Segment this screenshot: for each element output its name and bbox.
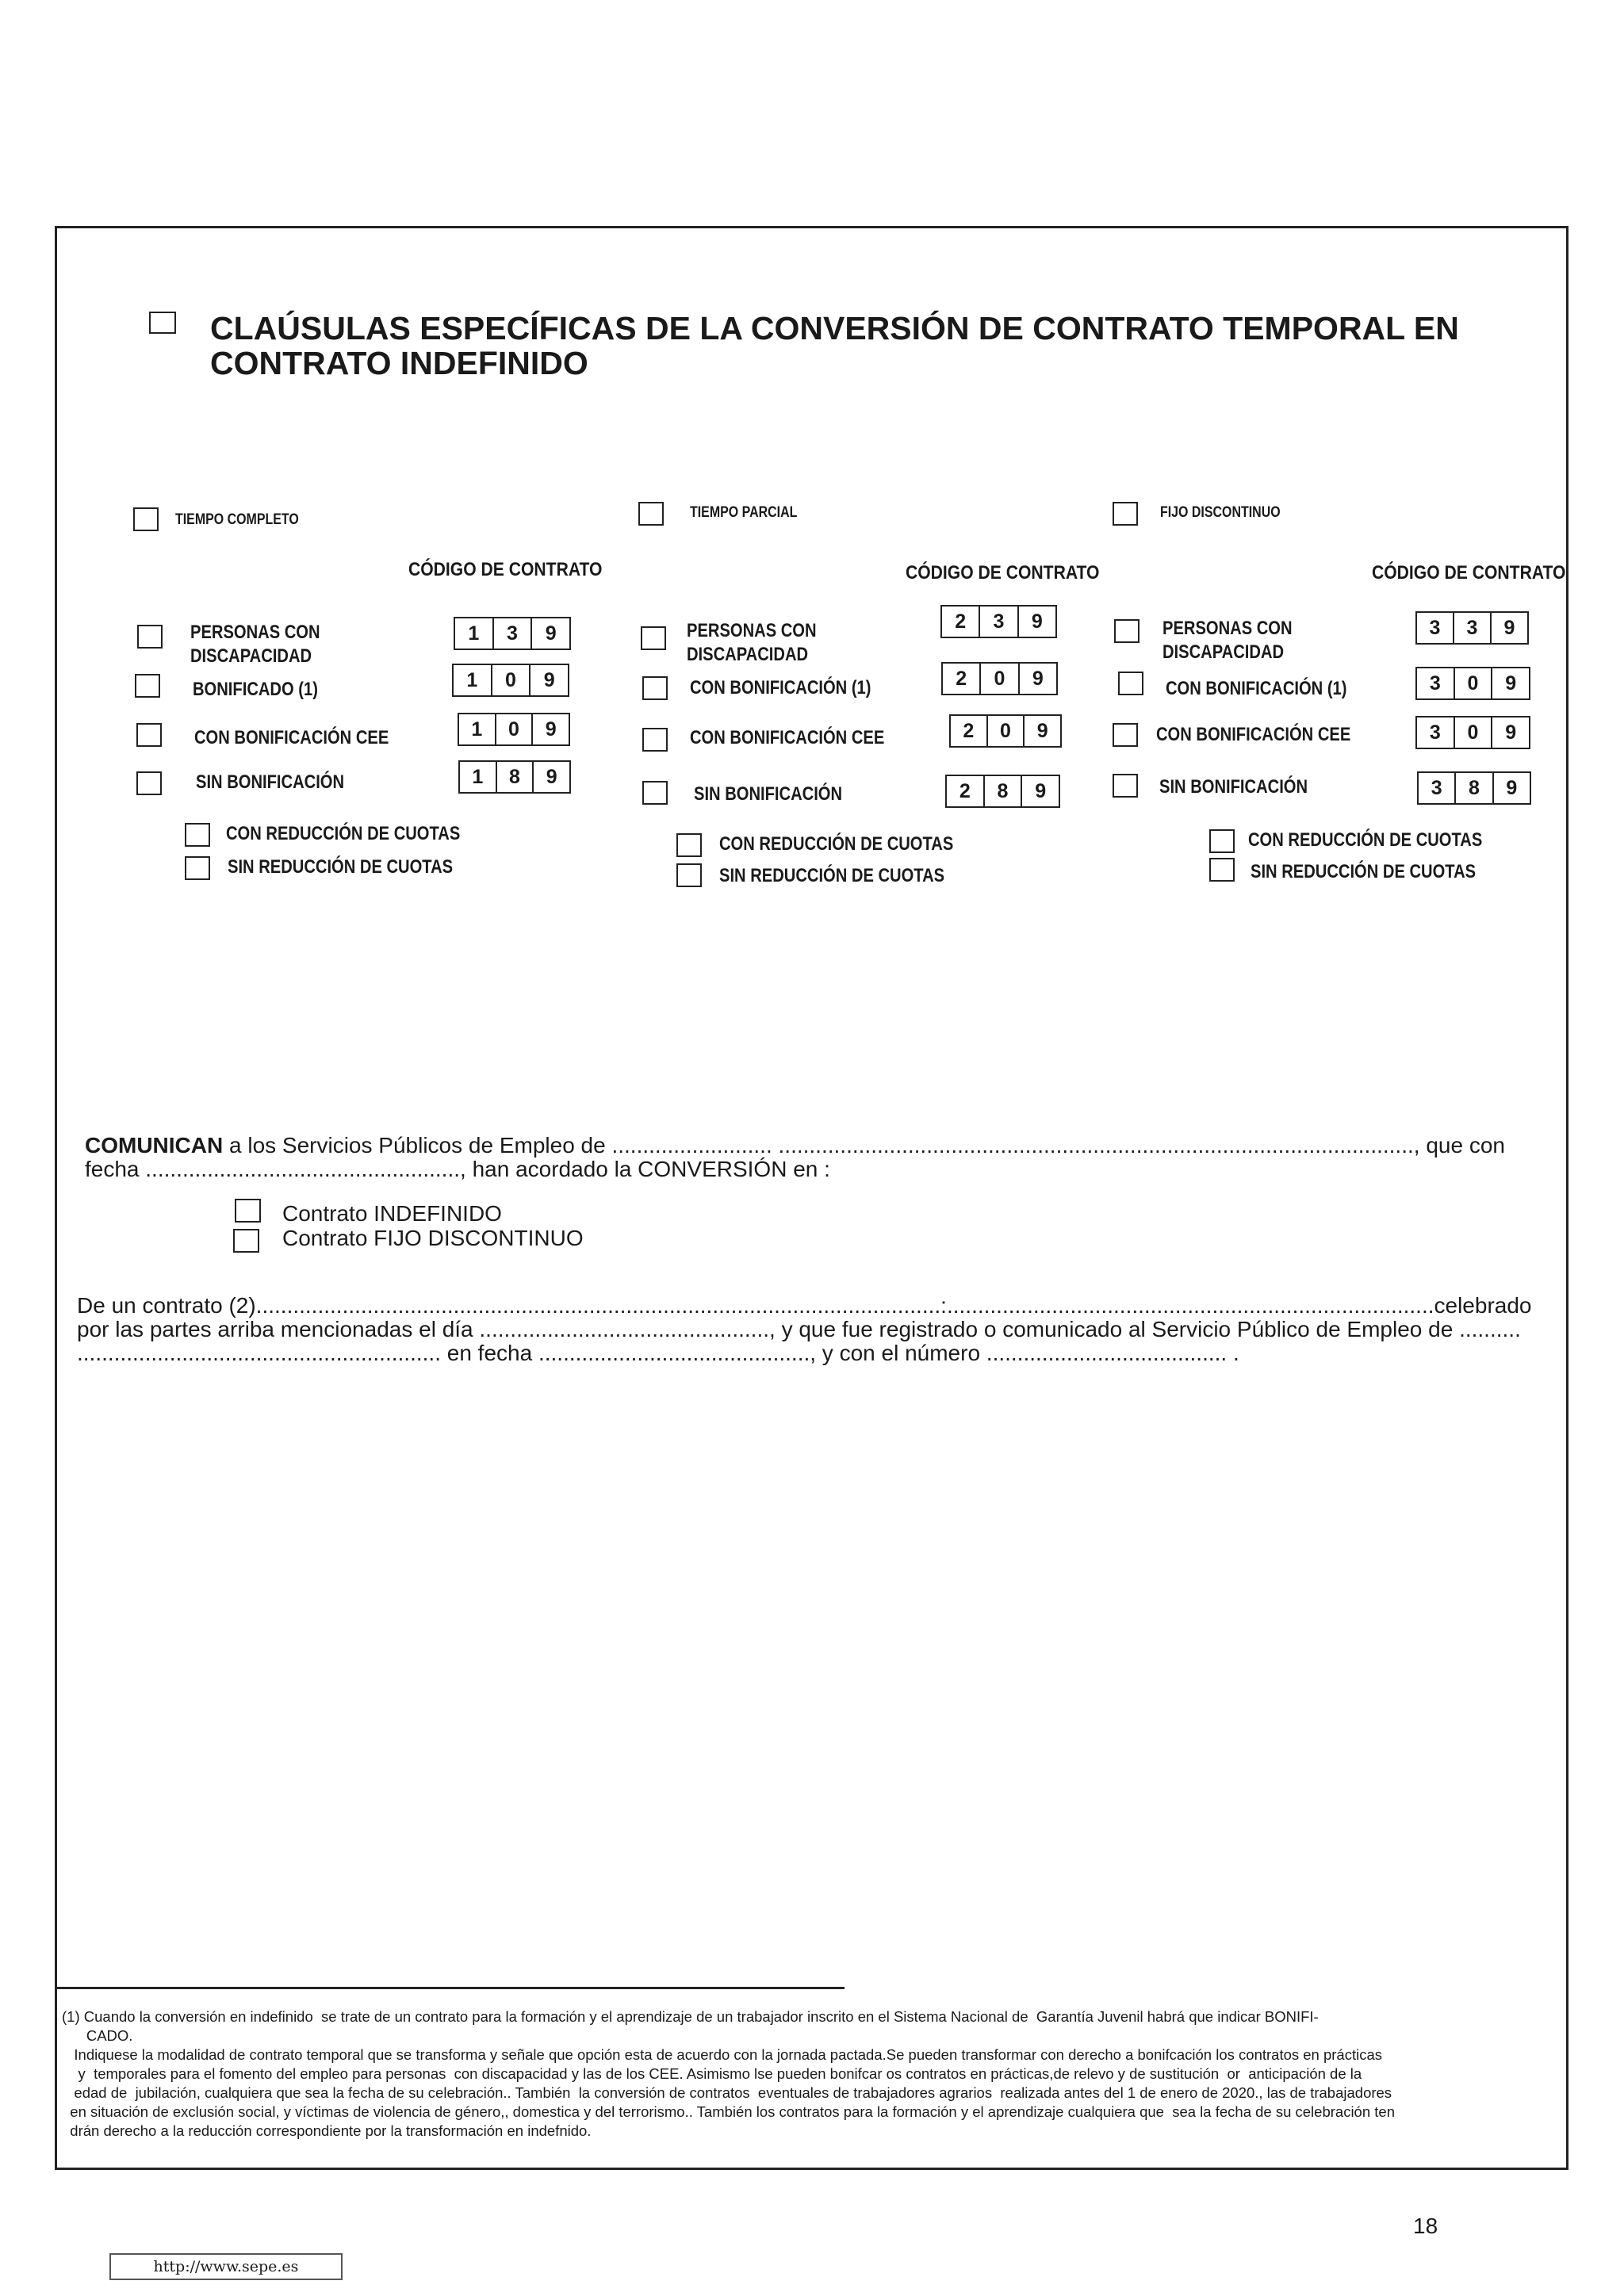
- url-link[interactable]: http://www.sepe.es: [153, 2258, 299, 2275]
- code-digit: 9: [530, 618, 569, 649]
- tiempo-parcial-checkbox[interactable]: [638, 502, 664, 526]
- c3-code-sin-bonif: [1417, 771, 1531, 805]
- code-digit: 2: [955, 610, 967, 633]
- title-checkbox[interactable]: [149, 312, 176, 334]
- c1-sin-bonif-label: SIN BONIFICACIÓN: [196, 771, 345, 793]
- c3-sin-reduccion-label: SIN REDUCCIÓN DE CUOTAS: [1251, 861, 1477, 882]
- c2-discapacidad-label: PERSONAS CON: [687, 620, 817, 641]
- code-digit: 2: [959, 779, 971, 802]
- contrato-indefinido-checkbox[interactable]: [235, 1199, 261, 1223]
- footnote-line: (1) Cuando la conversión en indefinido se trate de un contrato para la formación y el aprendizaje de un trabajador inscrito en el Sistema Nacional de Garantía Juvenil habrá que indicar BONIFI-: [62, 2008, 1319, 2025]
- c3-con-reduccion-label: CON REDUCCIÓN DE CUOTAS: [1248, 829, 1483, 851]
- c3-bonificacion-label: CON BONIFICACIÓN (1): [1166, 678, 1347, 699]
- code-digit: 9: [1018, 664, 1056, 694]
- footnote-line: Indiquese la modalidad de contrato temporal que se transforma y señale que opción esta de acuerdo con la jornada pactada.Se pueden transformar con derecho a bonifcación los contratos en prácticas: [62, 2046, 1383, 2063]
- c1-con-reduccion-checkbox[interactable]: [185, 823, 210, 847]
- code-digit: 1: [472, 765, 484, 788]
- c3-sin-bonif-label: SIN BONIFICACIÓN: [1159, 776, 1308, 798]
- footnote-divider: [56, 1987, 845, 1989]
- c1-discapacidad-label-2: DISCAPACIDAD: [190, 645, 312, 667]
- code-digit: 9: [529, 665, 568, 695]
- c1-cee-label: CON BONIFICACIÓN CEE: [194, 727, 389, 748]
- c1-discapacidad-checkbox[interactable]: [137, 625, 163, 649]
- c1-sin-reduccion-checkbox[interactable]: [185, 856, 210, 880]
- footnote-line: drán derecho a la reducción correspondiente por la transformación en indefnido.: [62, 2122, 592, 2139]
- c2-code-sin-bonif: [945, 775, 1060, 808]
- c1-code-sin-bonif: [458, 760, 571, 794]
- contrato-line3: ........................................................... en fecha ............................................, y con el número ....................................... .: [77, 1341, 1239, 1365]
- footnote-line: y temporales para el fomento del empleo para personas con discapacidad y las de los CEE. Asimismo lse pueden bonifcar os contratos en prácticas,de relevo y de sustitución or anticipación de la: [62, 2065, 1362, 2082]
- code-digit: 9: [532, 762, 569, 792]
- codigo-header-2: CÓDIGO DE CONTRATO: [906, 562, 1100, 584]
- code-digit: 3: [1431, 776, 1442, 799]
- c1-code-bonificado: [452, 664, 569, 697]
- code-digit: 9: [1491, 718, 1529, 748]
- comunican-line2: fecha ..................................................., han acordado la CONVERSIÓN en :: [85, 1157, 830, 1181]
- c1-sin-bonif-checkbox[interactable]: [136, 771, 162, 795]
- form-title-line1: CLAÚSULAS ESPECÍFICAS DE LA CONVERSIÓN DE CONTRATO TEMPORAL EN: [210, 310, 1459, 346]
- c3-cee-checkbox[interactable]: [1113, 723, 1138, 747]
- code-digit: 3: [979, 607, 1017, 637]
- c1-discapacidad-label: PERSONAS CON: [190, 622, 320, 643]
- code-digit: 9: [1023, 716, 1060, 746]
- code-digit: 9: [1492, 773, 1530, 803]
- comunican-text: a los Servicios Públicos de Empleo de .......................... ......................................................................................................., que con: [223, 1133, 1505, 1158]
- c1-code-discapacidad: [454, 617, 571, 650]
- form-title-line2: CONTRATO INDEFINIDO: [210, 345, 588, 381]
- code-digit: 2: [963, 719, 975, 742]
- c3-con-reduccion-checkbox[interactable]: [1209, 829, 1235, 853]
- code-digit: 0: [1454, 668, 1492, 698]
- code-digit: 9: [531, 714, 569, 744]
- contrato-line1: De un contrato (2)...............................................................................................................:...............................................................................celebrado: [77, 1293, 1532, 1318]
- c3-sin-bonif-checkbox[interactable]: [1113, 774, 1138, 798]
- code-digit: 3: [1429, 616, 1441, 639]
- code-digit: 9: [1491, 668, 1529, 698]
- code-digit: 3: [1429, 672, 1441, 695]
- c1-cee-checkbox[interactable]: [136, 723, 162, 747]
- code-digit: 9: [1017, 607, 1055, 637]
- c2-discapacidad-checkbox[interactable]: [641, 626, 666, 650]
- page-number: 18: [1413, 2214, 1438, 2238]
- footnotes: [62, 2007, 1395, 2141]
- c2-bonificacion-label: CON BONIFICACIÓN (1): [690, 677, 871, 698]
- c2-sin-reduccion-checkbox[interactable]: [676, 863, 702, 887]
- contrato-line2: por las partes arriba mencionadas el día ..............................................., y que fue registrado o comunicado al Servicio Público de Empleo de ..........: [77, 1317, 1521, 1341]
- tiempo-parcial-label: TIEMPO PARCIAL: [690, 504, 798, 521]
- contrato-fijo-discontinuo-label: Contrato FIJO DISCONTINUO: [282, 1226, 584, 1250]
- c2-discapacidad-label-2: DISCAPACIDAD: [687, 644, 809, 665]
- c2-cee-checkbox[interactable]: [642, 728, 668, 752]
- footnote-line: edad de jubilación, cualquiera que sea la fecha de su celebración.. También la conversión de contratos eventuales de trabajadores agrarios realizada antes del 1 de enero de 2020., las de trabajadores: [62, 2084, 1392, 2101]
- c1-code-cee: [458, 713, 570, 746]
- c1-bonificado-checkbox[interactable]: [135, 674, 160, 698]
- fijo-discontinuo-label: FIJO DISCONTINUO: [1160, 504, 1281, 521]
- code-digit: 1: [466, 668, 478, 691]
- code-digit: 2: [956, 667, 967, 690]
- code-digit: 3: [492, 618, 531, 649]
- code-digit: 9: [1490, 613, 1527, 643]
- c3-bonificacion-checkbox[interactable]: [1118, 672, 1143, 695]
- code-digit: 0: [495, 714, 532, 744]
- code-digit: 9: [1021, 776, 1059, 806]
- c1-con-reduccion-label: CON REDUCCIÓN DE CUOTAS: [226, 823, 461, 844]
- c3-sin-reduccion-checkbox[interactable]: [1209, 858, 1235, 882]
- code-digit: 8: [1454, 773, 1492, 803]
- c2-code-discapacidad: [940, 605, 1057, 638]
- c2-code-cee: [949, 714, 1062, 748]
- codigo-header-3: CÓDIGO DE CONTRATO: [1372, 562, 1566, 584]
- code-digit: 3: [1429, 721, 1441, 744]
- c2-con-reduccion-label: CON REDUCCIÓN DE CUOTAS: [719, 833, 954, 855]
- comunican-bold: COMUNICAN: [85, 1133, 224, 1158]
- url-box[interactable]: [109, 2253, 343, 2280]
- code-digit: 1: [468, 622, 480, 645]
- codigo-header-1: CÓDIGO DE CONTRATO: [408, 559, 603, 580]
- contrato-fijo-discontinuo-checkbox[interactable]: [233, 1229, 259, 1253]
- code-digit: 0: [491, 665, 530, 695]
- code-digit: 0: [1454, 718, 1492, 748]
- c1-sin-reduccion-label: SIN REDUCCIÓN DE CUOTAS: [228, 856, 454, 878]
- fijo-discontinuo-checkbox[interactable]: [1113, 502, 1138, 526]
- c3-discapacidad-checkbox[interactable]: [1114, 619, 1139, 643]
- c3-discapacidad-label: PERSONAS CON: [1162, 618, 1293, 639]
- c3-code-discapacidad: [1415, 611, 1529, 645]
- code-digit: 8: [496, 762, 533, 792]
- comunican-line1: [85, 1134, 1505, 1158]
- contrato-indefinido-label: Contrato INDEFINIDO: [282, 1201, 502, 1226]
- footnote-line: en situación de exclusión social, y víctimas de violencia de género,, domestica y del terrorismo.. También los contratos para la formación y el aprendizaje cualquiera que sea la fecha de su celebración ten: [62, 2103, 1395, 2120]
- c3-discapacidad-label-2: DISCAPACIDAD: [1162, 641, 1285, 663]
- c3-code-cee: [1415, 716, 1530, 749]
- c2-code-bonificacion: [941, 662, 1058, 695]
- c1-bonificado-label: BONIFICADO (1): [193, 679, 318, 700]
- c2-bonificacion-checkbox[interactable]: [642, 676, 668, 700]
- c2-sin-bonif-label: SIN BONIFICACIÓN: [694, 783, 843, 805]
- tiempo-completo-label: TIEMPO COMPLETO: [175, 511, 299, 528]
- tiempo-completo-checkbox[interactable]: [133, 507, 159, 531]
- code-digit: 0: [986, 716, 1024, 746]
- code-digit: 3: [1453, 613, 1490, 643]
- c3-code-bonificacion: [1415, 667, 1530, 700]
- footnote-line: CADO.: [62, 2027, 133, 2044]
- code-digit: 8: [983, 776, 1021, 806]
- c2-con-reduccion-checkbox[interactable]: [676, 833, 702, 857]
- c2-sin-reduccion-label: SIN REDUCCIÓN DE CUOTAS: [719, 865, 945, 886]
- c3-cee-label: CON BONIFICACIÓN CEE: [1156, 724, 1351, 745]
- c2-cee-label: CON BONIFICACIÓN CEE: [690, 727, 885, 748]
- c2-sin-bonif-checkbox[interactable]: [642, 781, 668, 805]
- code-digit: 1: [471, 718, 483, 740]
- code-digit: 0: [979, 664, 1017, 694]
